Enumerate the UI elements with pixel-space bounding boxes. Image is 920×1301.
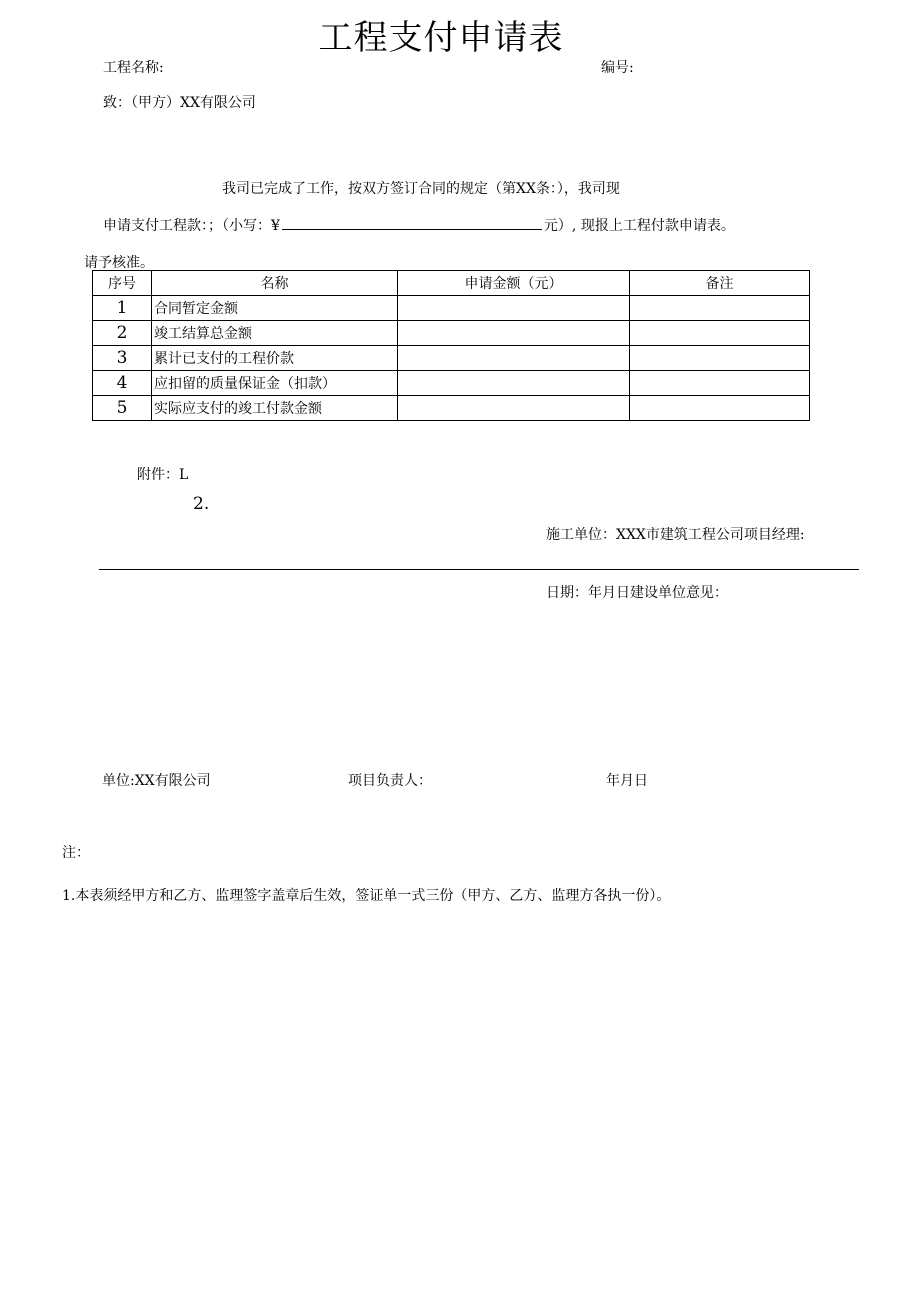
note-label: 注： [62,845,90,861]
approve-line: 请予核准。 [84,255,154,271]
payment-request-text: 申请支付工程款：；（小写：¥ [103,218,280,234]
row-amount [398,396,630,421]
header-no: 序号 [93,271,152,296]
table-header-row [93,271,810,296]
table-row [93,321,810,346]
row-name: 应扣留的质量保证金（扣款） [152,371,398,396]
table-row [93,396,810,421]
number-label: 编号: [601,60,634,76]
row-remark [630,371,810,396]
header-amount: 申请金额（元） [398,271,630,296]
row-remark [630,396,810,421]
attachment-item-2: 2. [193,494,210,514]
unit-line: 单位:XX有限公司 [102,773,211,789]
row-amount [398,321,630,346]
row-no: 2 [93,321,152,346]
body-line-2 [103,215,735,235]
note-1: 1.本表须经甲方和乙方、监理签字盖章后生效，签证单一式三份（甲方、乙方、监理方各执一份）。 [62,888,671,904]
amount-blank [282,215,542,230]
responsible-label: 项目负责人： [348,773,432,789]
table-row [93,346,810,371]
row-amount [398,346,630,371]
contractor-line: 施工单位：XXX市建筑工程公司项目经理: [546,527,805,543]
attachment-label: 附件：L [137,467,189,483]
row-name: 竣工结算总金额 [152,321,398,346]
table-row [93,371,810,396]
row-no: 1 [93,296,152,321]
date-opinion-line: 日期：年月日建设单位意见： [546,585,728,601]
row-amount [398,371,630,396]
row-remark [630,321,810,346]
row-name: 实际应支付的竣工付款金额 [152,396,398,421]
payment-request-suffix: 元）, 现报上工程付款申请表。 [543,218,735,234]
table-row [93,296,810,321]
row-remark [630,296,810,321]
divider-line [99,569,859,570]
page-title: 工程支付申请表 [318,18,564,58]
row-amount [398,296,630,321]
row-no: 5 [93,396,152,421]
row-name: 累计已支付的工程价款 [152,346,398,371]
addressee-line: 致：（甲方）XX有限公司 [103,95,256,111]
signature-date: 年月日 [606,773,648,789]
header-remark: 备注 [630,271,810,296]
payment-table [92,270,810,421]
project-name-label: 工程名称: [103,60,164,76]
row-remark [630,346,810,371]
body-line-1: 我司已完成了工作，按双方签订合同的规定（第XX条：），我司现 [222,181,620,197]
row-no: 3 [93,346,152,371]
row-name: 合同暂定金额 [152,296,398,321]
header-name: 名称 [152,271,398,296]
row-no: 4 [93,371,152,396]
